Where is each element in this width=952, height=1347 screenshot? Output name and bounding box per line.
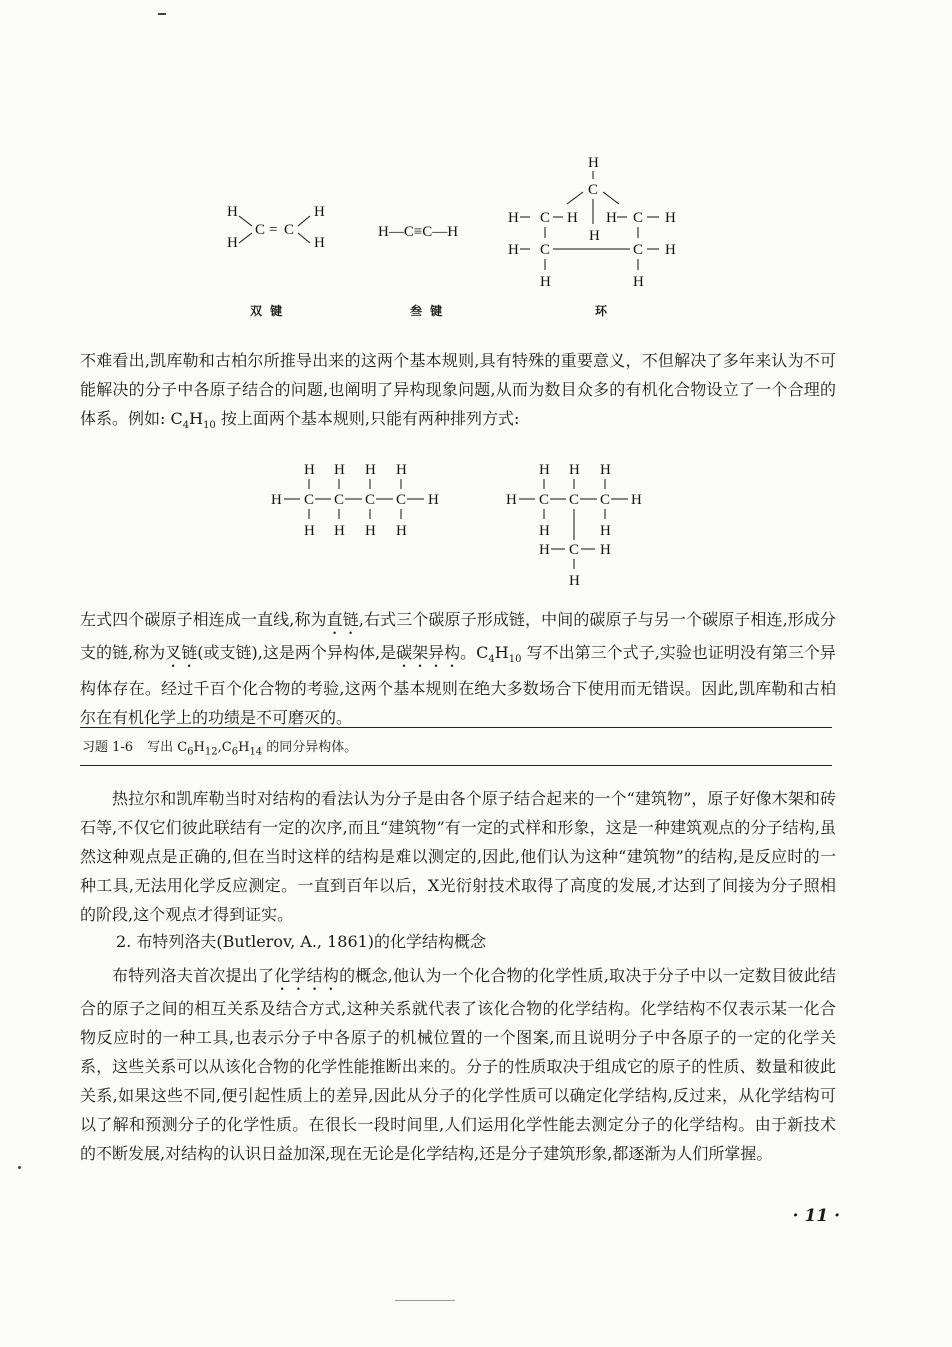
atom-h: H <box>539 523 550 539</box>
scan-mark <box>395 1300 455 1301</box>
atom-c: C <box>540 210 551 226</box>
atom-h: H <box>569 462 580 478</box>
paragraph: 布特列洛夫首次提出了化学结构的概念,他认为一个化合物的化学性质,取决于分子中以一定数目彼此结合的原子之间的相互关系及结合方式,这种关系就代表了该化合物的化学结构。化学结构不仅表示某一化合物反应时的一种工具,也表示分子中各原子的机械位置的一个图案,而且说明分子中各原子的一定的化学关系，这些关系可以从该化合物的化学性能推断出来的。分子的性质取决于组成它的原子的性质、数量和彼此关系,如果这些不同,便引起性质上的差异,因此从分子的化学性质可以确定化学结构,反过来，从化学结构可以了解和预测分子的化学性质。在很长一段时间里,人们运用化学性能去测定分子的化学结构。由于新技术的不断发展,对结构的认识日益加深,现在无论是化学结构,还是分子建筑形象,都逐渐为人们所掌握。 <box>80 966 836 1163</box>
atom-h: H <box>271 492 282 508</box>
divider-rule <box>80 765 832 766</box>
atom-h: H <box>508 242 519 258</box>
divider-rule <box>80 727 832 728</box>
exercise-line: 习题 1-6 写出 $C_6H_{12},C_6H_{14}$ 的同分异构体。 <box>82 740 358 758</box>
atom-h: H <box>665 210 676 226</box>
scan-mark <box>18 1166 21 1169</box>
atom-h: H <box>365 462 376 478</box>
atom-h: H <box>600 523 611 539</box>
atom-c: C <box>255 222 266 238</box>
double-bond-sign: = <box>269 222 278 238</box>
atom-h: H <box>314 235 325 251</box>
paragraph: 左式四个碳原子相连成一直线,称为直链,右式三个碳原子形成链，中间的碳原子与另一个碳原子相连,形成分支的链,称为叉链(或支链),这是两个异构体,是碳架异构。$C_4H_{10}$ 写不出第三个式子,实验也证明没有第三个异构体存在。经过千百个化合物的考验,这两个基本规则在绝大多数场合下使用而无错误。因此,凯库勒和古柏尔在有机化学上的功绩是不可磨灭的。 <box>80 610 836 728</box>
atom-c: C <box>334 492 345 508</box>
paragraph: 热拉尔和凯库勒当时对结构的看法认为分子是由各个原子结合起来的一个“建筑物”，原子好像木架和砖石等,不仅它们彼此联结有一定的次序,而且“建筑物”有一定的式样和形象，这是一种建筑观点的分子结构,虽然这种观点是正确的,但在当时这样的结构是难以测定的,因此,他们认为这种“建筑物”的结构,是反应时的一种工具,无法用化学反应测定。一直到百年以后，X光衍射技术取得了高度的发展,才达到了间接为分子照相的阶段,这个观点才得到证实。 <box>80 789 836 924</box>
atom-h: H <box>227 204 238 220</box>
atom-c: C <box>633 242 644 258</box>
atom-c: C <box>365 492 376 508</box>
atom-c: C <box>284 222 295 238</box>
atom-h: H <box>396 523 407 539</box>
figure-caption: 叁 键 <box>410 304 445 318</box>
atom-c: C <box>539 492 550 508</box>
exercise-label: 习题 1-6 <box>82 740 134 755</box>
triple-bond-structure: H—C≡C—H <box>378 224 459 240</box>
emphasis: 化学结构 <box>274 966 340 985</box>
atom-h: H <box>334 462 345 478</box>
figure-caption: 双 键 <box>250 304 285 318</box>
page-number: · 11 · <box>792 1206 840 1226</box>
atom-h: H <box>606 210 617 226</box>
atom-h: H <box>600 462 611 478</box>
atom-c: C <box>569 542 580 558</box>
atom-h: H <box>539 542 550 558</box>
double-bond-structure <box>222 200 342 260</box>
section-heading: 2. 布特列洛夫(Butlerov, A., 1861)的化学结构概念 <box>116 932 487 951</box>
atom-h: H <box>334 523 345 539</box>
figure-caption: 环 <box>595 304 610 318</box>
atom-h: H <box>569 573 580 589</box>
atom-h: H <box>506 492 517 508</box>
atom-h: H <box>589 228 600 244</box>
atom-h: H <box>600 542 611 558</box>
paragraph: 不难看出,凯库勒和古柏尔所推导出来的这两个基本规则,具有特殊的重要意义，不但解决了多年来认为不可能解决的分子中各原子结合的问题,也阐明了异构现象问题,从而为数目众多的有机化合物设立了一个合理的体系。例如: $C_4H_{10}$ 按上面两个基本规则,只能有两种排列方式: <box>80 351 836 432</box>
isobutane-structure <box>503 458 673 588</box>
emphasis: 叉链 <box>165 643 198 662</box>
atom-h: H <box>588 155 599 171</box>
atom-c: C <box>600 492 611 508</box>
atom-h: H <box>633 274 644 290</box>
emphasis: 直链 <box>326 610 359 629</box>
emphasis: 碳架异构 <box>396 643 461 662</box>
atom-h: H <box>508 210 519 226</box>
atom-c: C <box>396 492 407 508</box>
atom-c: C <box>588 182 599 198</box>
atom-h: H <box>540 274 551 290</box>
atom-h: H <box>304 462 315 478</box>
atom-h: H <box>365 523 376 539</box>
atom-h: H <box>314 204 325 220</box>
atom-h: H <box>396 462 407 478</box>
atom-h: H <box>665 242 676 258</box>
atom-c: C <box>304 492 315 508</box>
atom-c: C <box>633 210 644 226</box>
atom-c: C <box>540 242 551 258</box>
atom-h: H <box>539 462 550 478</box>
atom-h: H <box>631 492 642 508</box>
atom-h: H <box>304 523 315 539</box>
ring-structure <box>505 152 705 292</box>
atom-h: H <box>428 492 439 508</box>
atom-c: C <box>569 492 580 508</box>
scan-mark <box>158 13 166 15</box>
atom-h: H <box>227 235 238 251</box>
butane-structure <box>268 458 458 538</box>
atom-h: H <box>567 210 578 226</box>
